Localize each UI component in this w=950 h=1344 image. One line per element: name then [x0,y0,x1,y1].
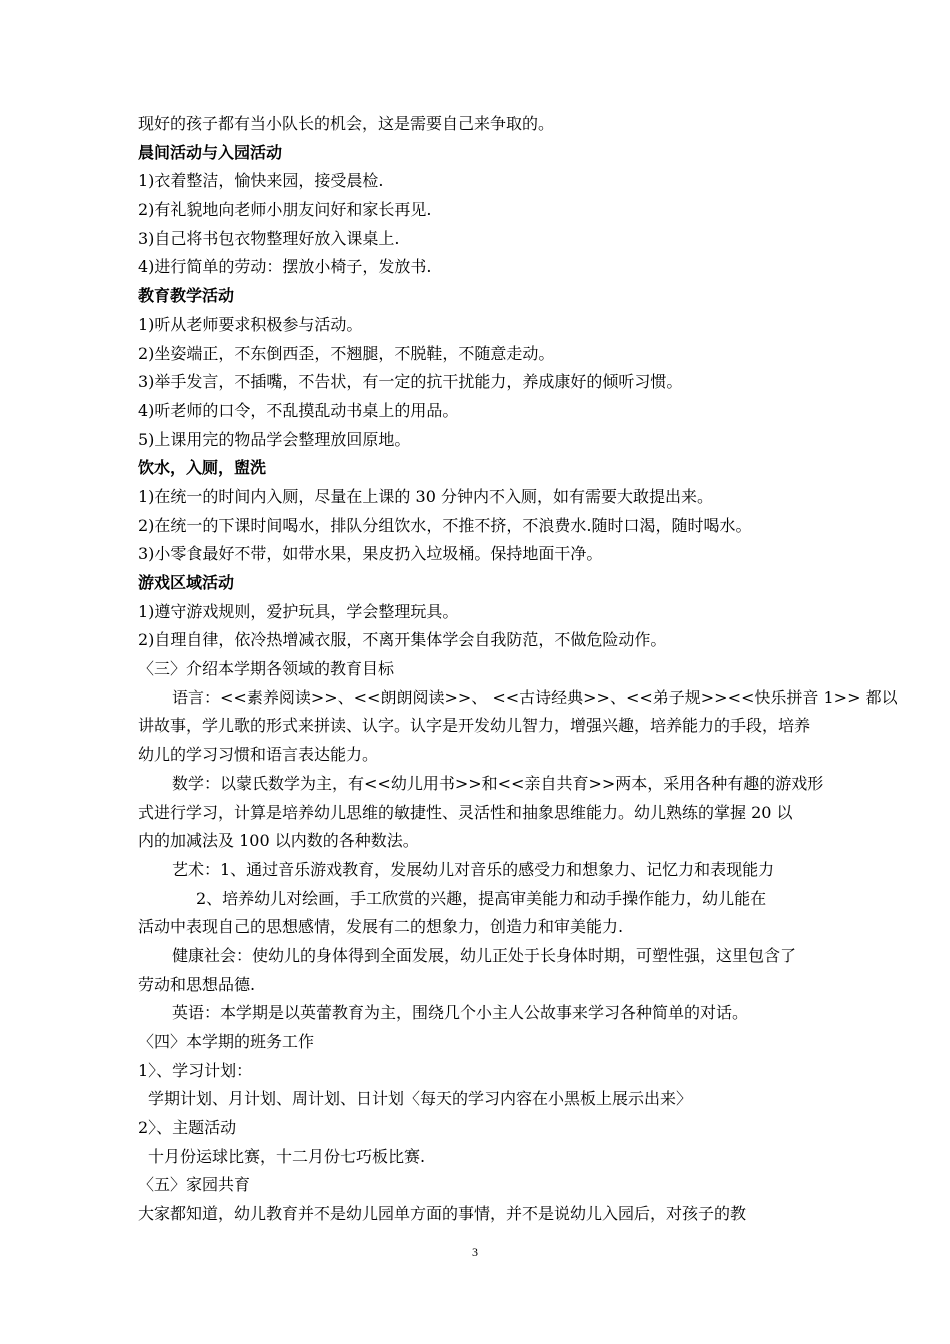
section-heading: 饮水，入厕，盥洗 [138,458,267,478]
text-line: 2)自理自律，依冷热增减衣服，不离开集体学会自我防范，不做危险动作。 [138,630,667,650]
text-line: 3)小零食最好不带，如带水果，果皮扔入垃圾桶。保持地面干净。 [138,544,603,564]
text-line: 艺术：1、通过音乐游戏教育，发展幼儿对音乐的感受力和想象力、记忆力和表现能力 [172,859,775,879]
text-line: 讲故事，学儿歌的形式来拼读、认字。认字是开发幼儿智力，增强兴趣，培养能力的手段，培养 [138,716,811,736]
text-line: 式进行学习，计算是培养幼儿思维的敏捷性、灵活性和抽象思维能力。幼儿熟练的掌握 20 以 [138,802,793,822]
text-line: 活动中表现自己的思想感情，发展有二的想象力，创造力和审美能力. [138,917,624,937]
text-line: 2)有礼貌地向老师小朋友问好和家长再见. [138,200,432,220]
text-line: 劳动和思想品德. [138,974,256,994]
text-line: 2〉、主题活动 [138,1118,237,1138]
text-line: 1〉、学习计划： [138,1060,253,1080]
section-heading: 游戏区域活动 [138,573,235,592]
text-line: 英语：本学期是以英蕾教育为主，围绕几个小主人公故事来学习各种简单的对话。 [172,1003,749,1023]
text-line: 幼儿的学习习惯和语言表达能力。 [138,745,379,765]
text-line: 3)举手发言，不插嘴，不告状，有一定的抗干扰能力，养成康好的倾听习惯。 [138,372,683,392]
text-line: 1)遵守游戏规则，爱护玩具，学会整理玩具。 [138,601,459,621]
text-line: 1)衣着整洁，愉快来园，接受晨检. [138,171,384,191]
text-line: 2)坐姿端正，不东倒西歪，不翘腿，不脱鞋，不随意走动。 [138,343,555,363]
text-line: 健康社会：使幼儿的身体得到全面发展，幼儿正处于长身体时期，可塑性强，这里包含了 [172,945,797,965]
text-line: 数学：以蒙氏数学为主，有<<幼儿用书>>和<<亲自共育>>两本，采用各种有趣的游戏形 [172,773,824,793]
text-line: 语言：<<素养阅读>>、<<朗朗阅读>>、 <<古诗经典>>、<<弟子规>><<快乐拼音 1>> 都以 [172,687,898,707]
text-line: 学期计划、月计划、周计划、日计划〈每天的学习内容在小黑板上展示出来〉 [148,1089,693,1109]
text-line: 3)自己将书包衣物整理好放入课桌上. [138,228,400,248]
section-heading: 教育教学活动 [138,286,235,306]
text-line: 内的加减法及 100 以内数的各种数法。 [138,831,419,851]
text-line: 现好的孩子都有当小队长的机会，这是需要自己来争取的。 [138,114,555,133]
text-line: 〈三〉介绍本学期各领域的教育目标 [138,659,395,679]
text-line: 2、培养幼儿对绘画，手工欣赏的兴趣，提高审美能力和动手操作能力，幼儿能在 [196,888,767,908]
section-heading: 晨间活动与入园活动 [138,142,283,162]
text-line: 〈四〉本学期的班务工作 [138,1032,315,1051]
text-line: 大家都知道，幼儿教育并不是幼儿园单方面的事情，并不是说幼儿入园后，对孩子的教 [138,1204,747,1224]
text-line: 十月份运球比赛，十二月份七巧板比赛. [148,1146,426,1166]
document-body [138,110,898,1229]
text-line: 〈五〉家园共育 [138,1175,251,1195]
text-line: 2)在统一的下课时间喝水，排队分组饮水，不推不挤，不浪费水.随时口渴，随时喝水。 [138,515,752,535]
text-line: 4)听老师的口令，不乱摸乱动书桌上的用品。 [138,400,459,420]
text-line: 5)上课用完的物品学会整理放回原地。 [138,429,411,449]
text-line: 1)在统一的时间内入厕，尽量在上课的 30 分钟内不入厕，如有需要大敢提出来。 [138,486,713,506]
text-line: 1)听从老师要求积极参与活动。 [138,314,363,334]
text-line: 4)进行简单的劳动：摆放小椅子，发放书. [138,257,432,277]
page-number: 3 [472,1245,478,1259]
